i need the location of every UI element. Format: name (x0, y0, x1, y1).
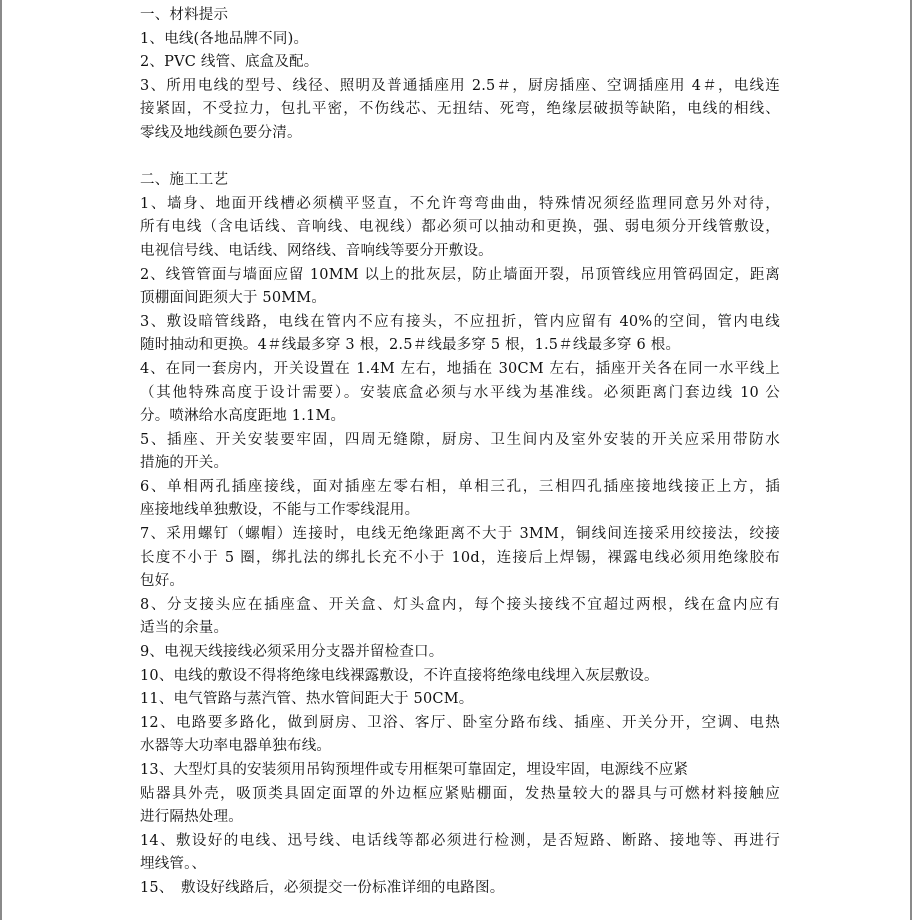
process-item-3-line-1: 3、敷设暗管线路，电线在管内不应有接头，不应扭折，管内应留有 40%的空间，管内电线 (140, 313, 780, 330)
materials-item-2: 2、PVC 线管、底盒及配。 (140, 54, 319, 71)
process-item-9: 9、电视天线接线必须采用分支器并留检查口。 (140, 644, 444, 661)
section-heading-process: 二、施工工艺 (140, 172, 229, 189)
process-item-7-line-2: 长度不小于 5 圈，绑扎法的绑扎长充不小于 10d，连接后上焊锡，裸露电线必须用绝缘胶布 (140, 549, 780, 566)
process-item-8-line-1: 8、分支接头应在插座盒、开关盒、灯头盒内，每个接头接线不宜超过两根，线在盒内应有 (140, 596, 780, 613)
process-item-1-line-2: 所有电线（含电话线、音响线、电视线）都必须可以抽动和更换，强、弱电须分开线管敷设， (140, 219, 780, 236)
materials-item-3-line-1: 3、所用电线的型号、线径、照明及普通插座用 2.5＃，厨房插座、空调插座用 4＃，电线连 (140, 77, 780, 94)
process-item-1-line-3: 电视信号线、电话线、网络线、音响线等要分开敷设。 (140, 242, 493, 259)
process-item-3-line-2: 随时抽动和更换。4＃线最多穿 3 根，2.5＃线最多穿 5 根，1.5＃线最多穿 6 根。 (140, 337, 681, 354)
materials-item-3-line-2: 接紧固，不受拉力，包扎平密，不伤线芯、无扭结、死弯，绝缘层破损等缺陷，电线的相线、 (140, 101, 780, 118)
process-item-7-line-1: 7、采用螺钉（螺帽）连接时，电线无绝缘距离不大于 3MM，铜线间连接采用绞接法，绞接 (140, 526, 780, 543)
process-item-2-line-1: 2、线管管面与墙面应留 10MM 以上的批灰层，防止墙面开裂，吊顶管线应用管码固定，距离 (140, 266, 780, 283)
process-item-4-line-1: 4、在同一套房内，开关设置在 1.4M 左右，地插在 30CM 左右，插座开关各在同一水平线上 (140, 360, 780, 377)
process-item-8-line-2: 适当的余量。 (140, 620, 229, 637)
process-item-12-line-2: 水器等大功率电器单独布线。 (140, 738, 332, 755)
process-item-14-line-1: 14、敷设好的电线、迅号线、电话线等都必须进行检测，是否短路、断路、接地等、再进行 (140, 832, 780, 849)
process-item-6-line-2: 座接地线单独敷设，不能与工作零线混用。 (140, 502, 420, 519)
process-item-5-line-1: 5、插座、开关安装要牢固，四周无缝隙，厨房、卫生间内及室外安装的开关应采用带防水 (140, 431, 780, 448)
process-item-11: 11、电气管路与蒸汽管、热水管间距大于 50CM。 (140, 691, 474, 708)
materials-item-1: 1、电线(各地品牌不同)。 (140, 30, 309, 47)
process-item-15: 15、 敷设好线路后，必须提交一份标准详细的电路图。 (140, 879, 505, 896)
process-item-4-line-3: 分。喷淋给水高度距地 1.1M。 (140, 408, 346, 425)
process-item-7-line-3: 包好。 (140, 573, 185, 590)
process-item-10: 10、电线的敷设不得将绝缘电线裸露敷设，不许直接将绝缘电线埋入灰层敷设。 (140, 667, 659, 684)
process-item-13-line-3: 进行隔热处理。 (140, 809, 243, 826)
materials-item-3-line-3: 零线及地线颜色要分清。 (140, 124, 302, 141)
process-item-4-line-2: （其他特殊高度于设计需要）。安装底盒必须与水平线为基准线。必须距离门套边线 10 公 (140, 384, 780, 401)
process-item-13-line-2: 贴器具外壳，吸顶类具固定面罩的外边框应紧贴棚面，发热量较大的器具与可燃材料接触应 (140, 785, 780, 802)
process-item-1-line-1: 1、墙身、地面开线槽必须横平竖直，不允许弯弯曲曲，特殊情况须经监理同意另外对待， (140, 195, 780, 212)
process-item-2-line-2: 顶棚面间距须大于 50MM。 (140, 290, 327, 307)
section-heading-materials: 一、材料提示 (140, 7, 229, 23)
section-spacer (140, 146, 780, 170)
process-item-14-line-2: 埋线管。、 (140, 856, 207, 873)
process-item-6-line-1: 6、单相两孔插座接线，面对插座左零右相，单相三孔，三相四孔插座接地线接正上方，插 (140, 478, 780, 495)
process-item-13-line-1: 13、大型灯具的安装须用吊钩预埋件或专用框架可靠固定，埋设牢固，电源线不应紧 (140, 762, 689, 778)
process-item-12-line-1: 12、电路要多路化，做到厨房、卫浴、客厅、卧室分路布线、插座、开关分开，空调、电热 (140, 714, 780, 731)
process-item-5-line-2: 措施的开关。 (140, 455, 229, 472)
document-body (140, 4, 780, 901)
